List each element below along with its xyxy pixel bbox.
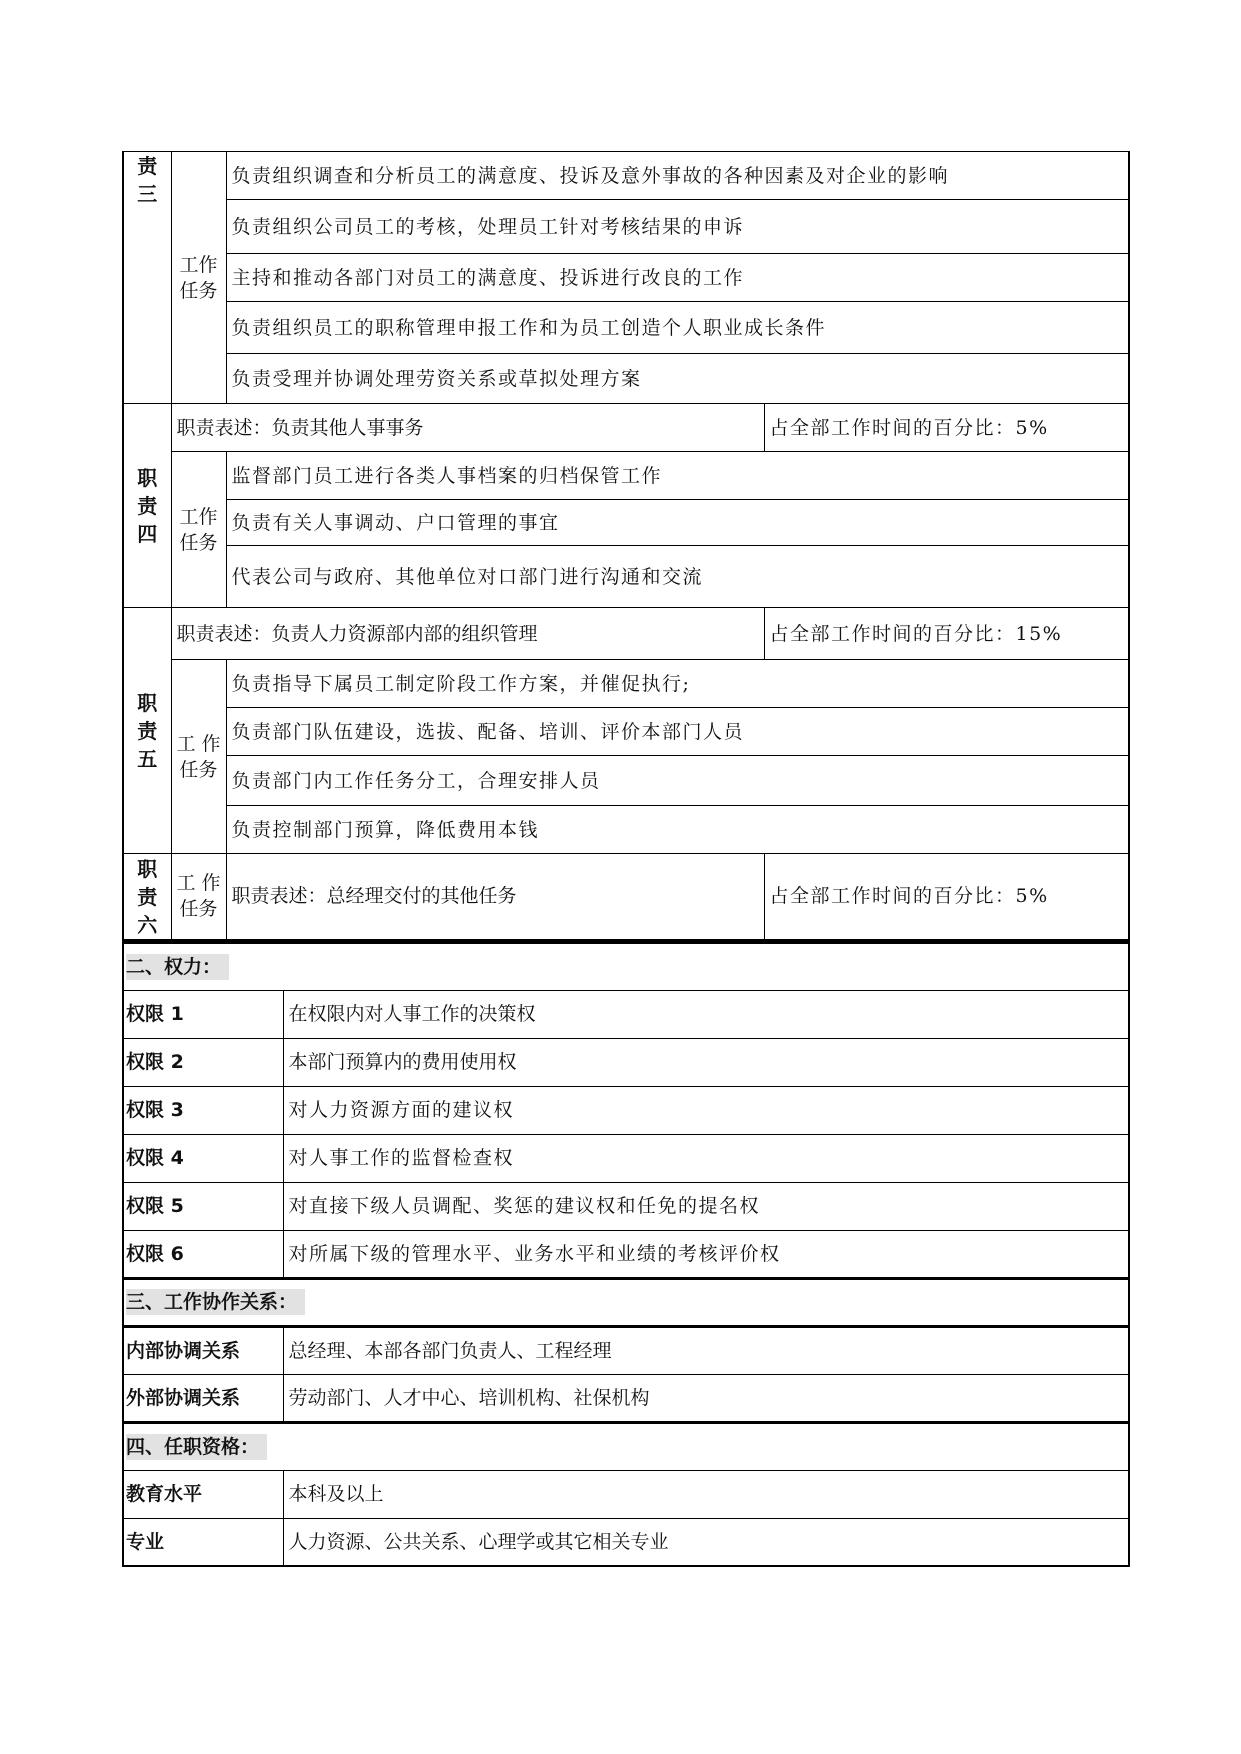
duty3-task: 负责受理并协调处理劳资关系或草拟处理方案 [226, 354, 1129, 404]
qualification-heading [123, 1422, 1129, 1470]
power-value: 对人力资源方面的建议权 [283, 1086, 1129, 1134]
cooperation-label: 内部协调关系 [123, 1326, 283, 1374]
duty4-percent: 占全部工作时间的百分比：5% [764, 404, 1129, 452]
power-label: 权限 6 [123, 1230, 283, 1278]
qualification-value: 人力资源、公共关系、心理学或其它相关专业 [283, 1518, 1129, 1566]
duty4-task: 代表公司与政府、其他单位对口部门进行沟通和交流 [226, 546, 1129, 608]
duty5-statement: 职责表述：负责人力资源部内部的组织管理 [171, 608, 764, 660]
duty3-task: 负责组织调查和分析员工的满意度、投诉及意外事故的各种因素及对企业的影响 [226, 152, 1129, 200]
qualification-value: 本科及以上 [283, 1470, 1129, 1518]
qualification-heading-text: 四、任职资格： [126, 1434, 267, 1460]
job-description-page [122, 151, 1128, 1567]
cooperation-value: 劳动部门、人才中心、培训机构、社保机构 [283, 1374, 1129, 1422]
duty4-task: 监督部门员工进行各类人事档案的归档保管工作 [226, 452, 1129, 500]
duty5-label: 职 责 五 [123, 608, 171, 854]
power-value: 对人事工作的监督检查权 [283, 1134, 1129, 1182]
duty6-percent: 占全部工作时间的百分比：5% [764, 854, 1129, 940]
duty6-statement: 职责表述：总经理交付的其他任务 [226, 854, 764, 940]
duty6-tasks-label: 工 作 任务 [171, 854, 226, 940]
power-label: 权限 4 [123, 1134, 283, 1182]
powers-heading [123, 942, 1129, 990]
cooperation-label: 外部协调关系 [123, 1374, 283, 1422]
duty4-task: 负责有关人事调动、户口管理的事宜 [226, 500, 1129, 546]
power-label: 权限 2 [123, 1038, 283, 1086]
duty3-task: 负责组织员工的职称管理申报工作和为员工创造个人职业成长条件 [226, 302, 1129, 354]
duty5-tasks-label: 工 作 任务 [171, 660, 226, 854]
duty5-percent: 占全部工作时间的百分比：15% [764, 608, 1129, 660]
cooperation-heading [123, 1278, 1129, 1326]
cooperation-value: 总经理、本部各部门负责人、工程经理 [283, 1326, 1129, 1374]
qualification-label: 专业 [123, 1518, 283, 1566]
powers-table [122, 941, 1130, 1568]
power-label: 权限 1 [123, 990, 283, 1038]
duty4-statement: 职责表述：负责其他人事事务 [171, 404, 764, 452]
cooperation-heading-text: 三、工作协作关系： [126, 1289, 305, 1315]
duty4-tasks-label: 工作 任务 [171, 452, 226, 608]
qualification-label: 教育水平 [123, 1470, 283, 1518]
duty5-task: 负责部门内工作任务分工，合理安排人员 [226, 756, 1129, 806]
power-label: 权限 3 [123, 1086, 283, 1134]
power-label: 权限 5 [123, 1182, 283, 1230]
power-value: 本部门预算内的费用使用权 [283, 1038, 1129, 1086]
duty3-label: 责 三 [123, 152, 171, 404]
duty5-task: 负责控制部门预算，降低费用本钱 [226, 806, 1129, 854]
powers-heading-text: 二、权力： [126, 954, 229, 980]
duty5-task: 负责部门队伍建设，选拔、配备、培训、评价本部门人员 [226, 708, 1129, 756]
duty3-task: 主持和推动各部门对员工的满意度、投诉进行改良的工作 [226, 254, 1129, 302]
duty6-label: 职 责 六 [123, 854, 171, 940]
duty3-task: 负责组织公司员工的考核，处理员工针对考核结果的申诉 [226, 200, 1129, 254]
duty5-task: 负责指导下属员工制定阶段工作方案，并催促执行; [226, 660, 1129, 708]
power-value: 对所属下级的管理水平、业务水平和业绩的考核评价权 [283, 1230, 1129, 1278]
duty3-tasks-label: 工作 任务 [171, 152, 226, 404]
duty4-label: 职 责 四 [123, 404, 171, 608]
power-value: 在权限内对人事工作的决策权 [283, 990, 1129, 1038]
duties-table [122, 151, 1130, 941]
power-value: 对直接下级人员调配、奖惩的建议权和任免的提名权 [283, 1182, 1129, 1230]
